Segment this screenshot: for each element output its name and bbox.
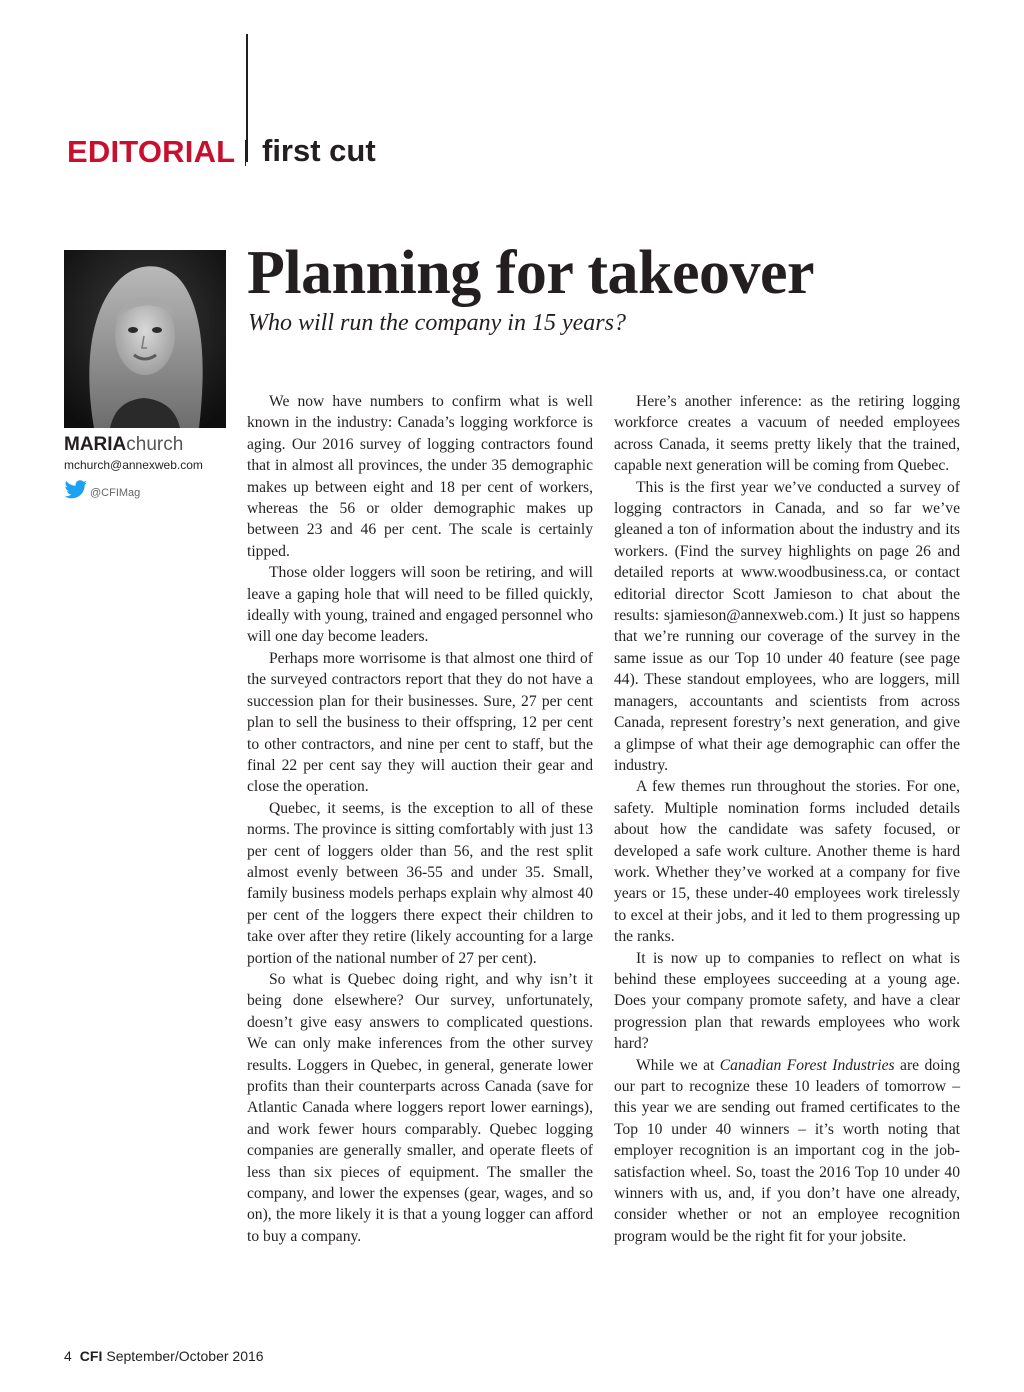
author-name (64, 434, 183, 456)
article-deck: Who will run the company in 15 years? (248, 310, 626, 336)
header-vertical-rule (246, 34, 248, 162)
page-number: 4 (64, 1348, 72, 1364)
author-last-name: church (126, 434, 184, 455)
section-divider (245, 140, 246, 166)
author-email[interactable]: mchurch@annexweb.com (64, 458, 203, 472)
body-paragraph-final (614, 1055, 960, 1248)
section-subtitle: first cut (262, 133, 376, 168)
paragraph-text: While we at (636, 1056, 720, 1074)
section-label: EDITORIAL (67, 134, 236, 169)
paragraph-text: are doing our part to recognize these 10 leaders of tomorrow – this year we are sending out framed certificates to the Top 10 under 40 winners – it’s worth noting that employer recognition is an important cog in the job-satisfaction wheel. So, toast the 2016 Top 10 under 40 winners with us, and, if you don’t have one already, consider whether or not an employee recognition program would be the right fit for your jobsite. (614, 1056, 960, 1245)
body-paragraph: So what is Quebec doing right, and why isn’t it being done elsewhere? Our survey, unfortunately, doesn’t give easy answers to complicated questions. We can only make inferences from the other survey results. Loggers in Quebec, in general, generate lower profits than their counterparts across Canada (save for Atlantic Canada where loggers report lower earnings), and work fewer hours comparably. Quebec logging companies are generally smaller, and operate fleets of less than six pieces of equipment. The smaller the company, and lower the expenses (gear, wages, and so on), the more likely it is that a young logger can afford to buy a company. (247, 970, 593, 1245)
author-first-name: MARIA (64, 434, 127, 455)
twitter-bird-icon (64, 480, 88, 505)
body-paragraph: A few themes run throughout the stories. For one, safety. Multiple nomination forms included details about how the candidate was safety focused, or developed a safe work culture. Another theme is hard work. Whether they’ve worked at a company for five years or 15, these under-40 employees work tirelessly to excel at their jobs, and it led to them progressing up the ranks. (614, 778, 960, 946)
body-paragraph: It is now up to companies to reflect on what is behind these employees succeeding at a young age. Does your company promote safety, and have a clear progression plan that rewards employees who work hard? (614, 949, 960, 1053)
magazine-name: CFI (79, 1348, 103, 1364)
publication-name: Canadian Forest Industries (719, 1056, 895, 1074)
page-footer (64, 1348, 264, 1364)
author-twitter[interactable] (64, 480, 140, 505)
body-column-right (614, 391, 960, 1247)
author-photo (64, 250, 226, 428)
body-paragraph: This is the first year we’ve conducted a survey of logging contractors in Canada, and so far we’ve gleaned a ton of information about the industry and its workers. (Find the survey highlights on page 26 and detailed reports at www.woodbusiness.ca, or contact editorial director Scott Jamieson to chat about the results: sjamieson@annexweb.com.) It just so happens that we’re running our coverage of the survey in the same issue as our Top 10 under 40 feature (see page 44). These standout employees, who are loggers, mill managers, accountants and scientists from across Canada, represent forestry’s next generation, and give a glimpse of what their age demographic can offer the industry. (614, 478, 960, 774)
body-paragraph: Quebec, it seems, is the exception to all of these norms. The province is sitting comfortably with just 13 per cent of loggers older than 56, and the rest split almost evenly between 36-55 and under 35. Small, family business models perhaps explain why almost 40 per cent of the loggers there expect their children to take over after they retire (likely accounting for a large portion of the national number of 27 per cent). (247, 799, 593, 967)
article-headline: Planning for takeover (247, 239, 814, 307)
body-paragraph: Here’s another inference: as the retiring logging workforce creates a vacuum of needed employees across Canada, it seems pretty likely that the trained, capable next generation will be coming from Quebec. (614, 393, 960, 475)
twitter-handle: @CFIMag (90, 486, 141, 499)
issue-date: September/October 2016 (106, 1348, 264, 1364)
body-paragraph: Those older loggers will soon be retiring, and will leave a gaping hole that will need to be filled quickly, ideally with young, trained and engaged personnel who will one day become leaders. (247, 564, 593, 646)
body-paragraph: We now have numbers to confirm what is well known in the industry: Canada’s logging workforce is aging. Our 2016 survey of logging contractors found that in almost all provinces, the under 35 demographic makes up between eight and 18 per cent of workers, whereas the 56 or older demographic makes up between 23 and 46 per cent. The scale is certainly tipped. (247, 393, 593, 560)
body-column-left (247, 391, 593, 1247)
body-paragraph: Perhaps more worrisome is that almost one third of the surveyed contractors report that they do not have a succession plan for their businesses. Sure, 27 per cent plan to sell the business to their offspring, 12 per cent to other contractors, and nine per cent to staff, but the final 22 per cent say they will auction their gear and close the operation. (247, 649, 593, 796)
